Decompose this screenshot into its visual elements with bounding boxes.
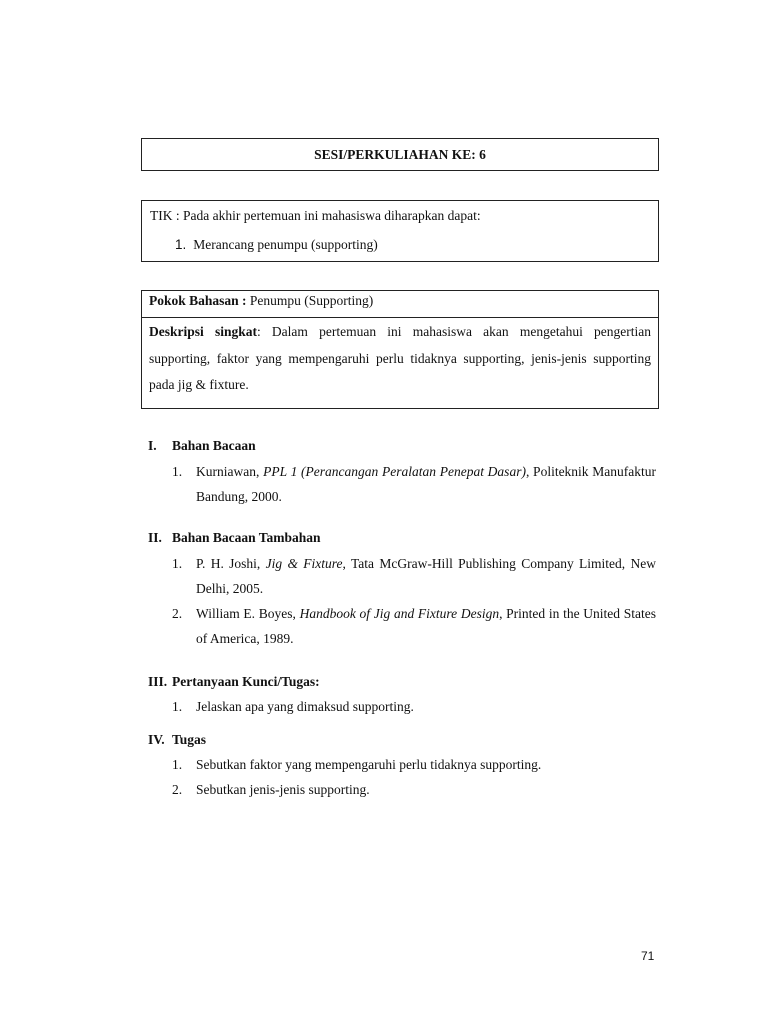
page-number: 71 <box>641 949 655 963</box>
section-heading-pertanyaan-kunci <box>148 674 320 690</box>
pokok-bahasan-label: Pokok Bahasan : <box>149 293 247 308</box>
tik-item-number: 1. <box>175 237 187 252</box>
tik-item <box>175 237 378 253</box>
reference-text <box>196 601 656 651</box>
reference-publisher: , Politeknik Manufaktur Bandung, 2000. <box>196 464 657 504</box>
reference-publisher: , Tata McGraw-Hill Publishing Company Limited, New Delhi, 2005. <box>196 556 656 596</box>
reference-text <box>196 551 656 601</box>
pokok-bahasan-value: Penumpu (Supporting) <box>246 293 374 308</box>
task-item <box>172 777 656 802</box>
deskripsi-label: Deskripsi singkat <box>149 324 257 339</box>
section-title: Pertanyaan Kunci/Tugas: <box>172 674 320 689</box>
reference-author: Kurniawan, <box>196 464 264 479</box>
section-numeral: II. <box>148 530 162 545</box>
deskripsi-singkat <box>149 319 651 399</box>
section-title: Bahan Bacaan <box>172 438 256 453</box>
item-number: 1. <box>172 757 183 772</box>
question-text: Jelaskan apa yang dimaksud supporting. <box>196 699 414 714</box>
section-numeral: IV. <box>148 732 165 747</box>
tik-item-text: Merancang penumpu (supporting) <box>193 237 378 252</box>
reference-publisher: , Printed in the United States of America, 1989. <box>196 606 656 646</box>
reference-item <box>172 459 656 509</box>
reference-author: P. H. Joshi, <box>196 556 266 571</box>
reference-text <box>196 459 656 509</box>
pokok-bahasan-box <box>141 290 659 409</box>
item-number: 1. <box>172 699 183 714</box>
task-text: Sebutkan jenis-jenis supporting. <box>196 782 370 797</box>
reference-item <box>172 551 656 601</box>
section-title: Bahan Bacaan Tambahan <box>172 530 321 545</box>
item-number: 1. <box>172 464 183 479</box>
reference-title: Handbook of Jig and Fixture Design <box>299 606 500 621</box>
reference-author: William E. Boyes, <box>196 606 300 621</box>
reference-item <box>172 601 656 651</box>
reference-title: Jig & Fixture <box>265 556 343 571</box>
section-numeral: III. <box>148 674 168 689</box>
section-title: Tugas <box>172 732 207 747</box>
task-item <box>172 752 656 777</box>
tik-box <box>141 200 659 262</box>
deskripsi-text: : Dalam pertemuan ini mahasiswa akan mengetahui pengertian supporting, faktor yang mempengaruhi perlu tidaknya supporting, jenis-jenis supporting pada jig & fixture. <box>149 324 651 392</box>
question-item <box>172 694 656 719</box>
session-title: SESI/PERKULIAHAN KE: 6 <box>314 147 486 162</box>
pokok-bahasan-row <box>142 291 658 318</box>
section-numeral: I. <box>148 438 157 453</box>
item-number: 1. <box>172 556 183 571</box>
item-number: 2. <box>172 606 183 621</box>
section-heading-bahan-bacaan <box>148 438 256 454</box>
section-heading-bahan-bacaan-tambahan <box>148 530 321 546</box>
reference-title: PPL 1 (Perancangan Peralatan Penepat Dasar) <box>263 464 526 479</box>
section-heading-tugas <box>148 732 206 748</box>
task-text: Sebutkan faktor yang mempengaruhi perlu tidaknya supporting. <box>196 757 542 772</box>
tik-intro: TIK : Pada akhir pertemuan ini mahasiswa diharapkan dapat: <box>150 208 481 223</box>
item-number: 2. <box>172 782 183 797</box>
session-title-box <box>141 138 659 171</box>
